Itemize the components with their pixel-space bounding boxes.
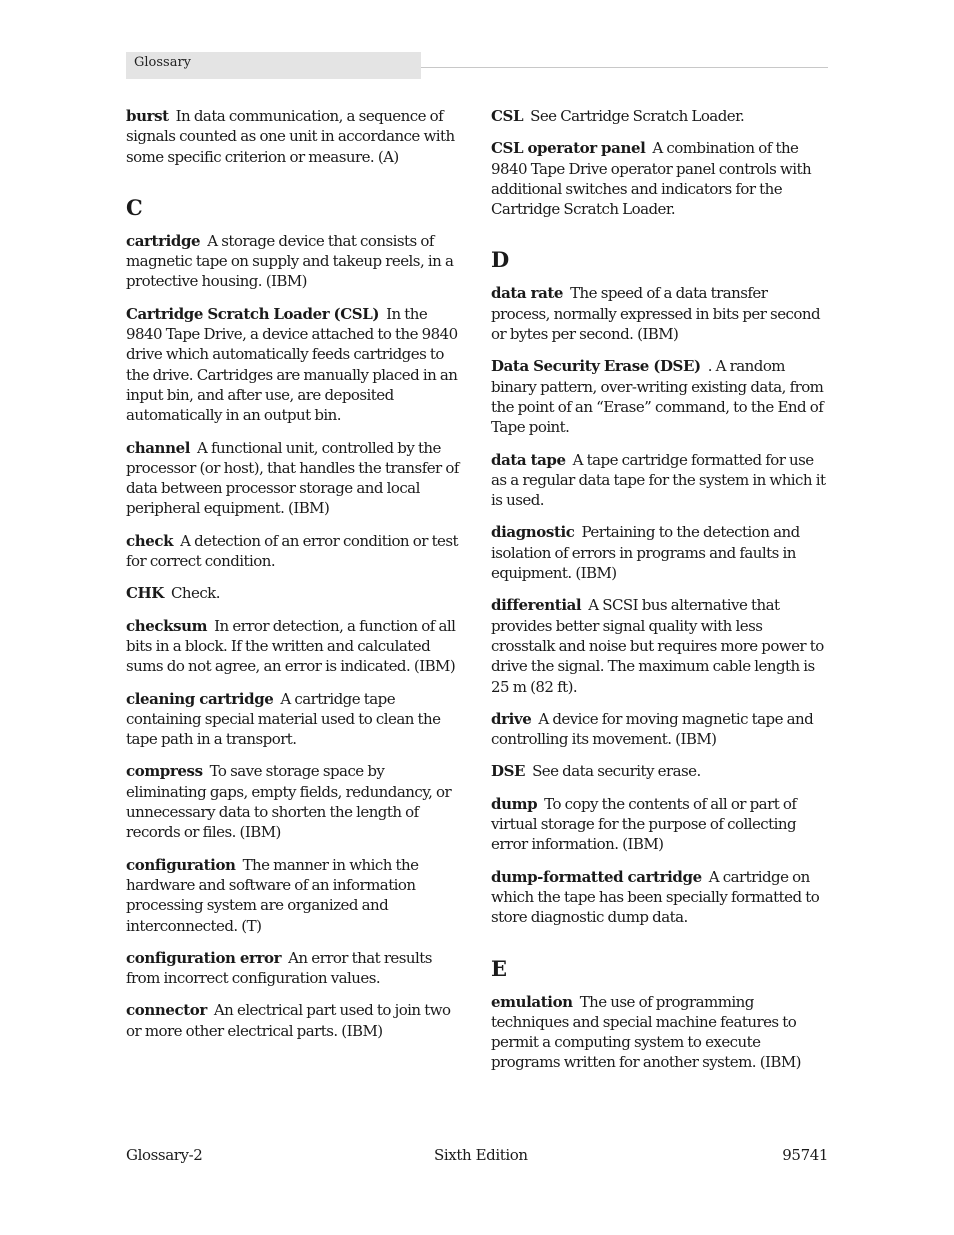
section-letter-heading: C [126,194,143,220]
glossary-definition: A SCSI bus alternative that provides better signal quality with less crosstalk and noise but requires more power to drive the signal. The maximum cable length is 25 m (82 ft). [491,596,824,696]
glossary-entry [491,106,829,126]
glossary-definition: . A random binary pattern, over-writing existing data, from the point of an “Erase” command, to the End of Tape point. [491,357,824,437]
glossary-definition: See Cartridge Scratch Loader. [530,107,745,125]
glossary-entry [126,689,462,750]
glossary-entry [126,106,462,167]
glossary-term: compress [126,762,203,781]
glossary-definition: The speed of a data transfer process, normally expressed in bits per second or bytes per second. (IBM) [491,284,821,344]
glossary-definition: A functional unit, controlled by the processor (or host), that handles the transfer of data between processor storage and local peripheral equipment. (IBM) [126,438,459,518]
glossary-definition: In the 9840 Tape Drive, a device attached to the 9840 drive which automatically feeds cartridges to the drive. Cartridges are manually placed in an input bin, and after use, are deposited automatically in an output bin. [126,304,458,425]
glossary-definition: To copy the contents of all or part of virtual storage for the purpose of collecting error information. (IBM) [491,794,797,854]
glossary-entry [491,138,829,219]
glossary-definition: A tape cartridge formatted for use as a regular data tape for the system in which it is used. [491,450,826,510]
glossary-entry [491,794,829,855]
glossary-entry [126,583,462,603]
glossary-definition: A storage device that consists of magnetic tape on supply and takeup reels, in a protective housing. (IBM) [126,231,454,291]
glossary-entry [126,855,462,936]
glossary-term: data tape [491,450,566,469]
glossary-left-column [126,106,462,1053]
glossary-term: Data Security Erase (DSE) [491,357,701,376]
glossary-term: data rate [491,284,564,303]
glossary-entry [491,522,829,583]
glossary-definition: In data communication, a sequence of signals counted as one unit in accordance with some specific criterion or measure. (A) [126,107,455,166]
glossary-definition: Check. [170,584,220,603]
glossary-term: CHK [126,584,164,603]
glossary-entry [491,356,829,437]
glossary-definition: Pertaining to the detection and isolation of errors in programs and faults in equipment. (IBM) [491,523,800,583]
glossary-term: connector [126,1001,207,1020]
glossary-entry [126,531,462,572]
glossary-term: Cartridge Scratch Loader (CSL) [126,304,380,323]
glossary-term: CSL [491,107,524,125]
glossary-entry [126,231,462,292]
glossary-term: burst [126,107,169,125]
glossary-term: DSE [491,762,526,781]
glossary-term: cleaning cartridge [126,689,274,708]
glossary-definition: An error that results from incorrect configuration values. [126,948,432,988]
glossary-definition: The use of programming techniques and special machine features to permit a computing system to execute programs written for another system. (IBM) [491,992,801,1072]
footer-page-number: Glossary-2 [126,1146,203,1164]
glossary-term: checksum [126,616,208,635]
glossary-entry [491,709,829,750]
glossary-term: configuration [126,855,236,874]
glossary-definition: A detection of an error condition or test for correct condition. [126,531,459,571]
glossary-term: dump [491,794,538,813]
glossary-definition: A cartridge on which the tape has been specially formatted to store diagnostic dump data. [491,867,820,927]
glossary-term: diagnostic [491,523,575,542]
glossary-term: check [126,531,174,550]
footer-edition: Sixth Edition [434,1146,528,1164]
header-rule [421,67,828,68]
glossary-entry [126,438,462,519]
glossary-entry [491,992,829,1073]
glossary-definition: See data security erase. [532,762,701,781]
glossary-definition: A combination of the 9840 Tape Drive operator panel controls with additional switches and indicators for the Cartridge Scratch Loader. [491,139,812,219]
glossary-term: differential [491,596,582,615]
glossary-term: emulation [491,992,573,1011]
glossary-entry [126,1000,462,1041]
glossary-term: CSL operator panel [491,139,646,158]
glossary-entry [126,304,462,426]
glossary-entry [491,761,829,781]
glossary-definition: A device for moving magnetic tape and controlling its movement. (IBM) [491,709,814,749]
glossary-definition: An electrical part used to join two or more other electrical parts. (IBM) [126,1001,451,1040]
glossary-term: drive [491,709,532,728]
section-letter-heading: D [491,247,510,273]
glossary-entry [491,595,829,696]
glossary-right-column [491,106,829,1085]
glossary-term: configuration error [126,948,282,967]
glossary-term: dump-formatted cartridge [491,867,702,886]
section-letter-heading: E [491,955,508,981]
glossary-entry [491,283,829,344]
glossary-definition: A cartridge tape containing special material used to clean the tape path in a transport. [126,689,441,749]
glossary-definition: The manner in which the hardware and software of an information processing system are organized and interconnected. (T) [126,855,419,935]
glossary-entry [491,867,829,928]
header-section-label: Glossary [126,52,421,79]
glossary-term: channel [126,438,191,457]
glossary-entry [126,761,462,842]
glossary-entry [126,616,462,677]
glossary-term: cartridge [126,231,201,250]
footer-doc-number: 95741 [782,1146,828,1164]
glossary-entry [491,450,829,511]
glossary-definition: In error detection, a function of all bits in a block. If the written and calculated sums do not agree, an error is indicated. (IBM) [126,616,456,676]
glossary-definition: To save storage space by eliminating gaps, empty fields, redundancy, or unnecessary data to shorten the length of records or files. (IBM) [126,762,452,842]
glossary-entry [126,948,462,989]
